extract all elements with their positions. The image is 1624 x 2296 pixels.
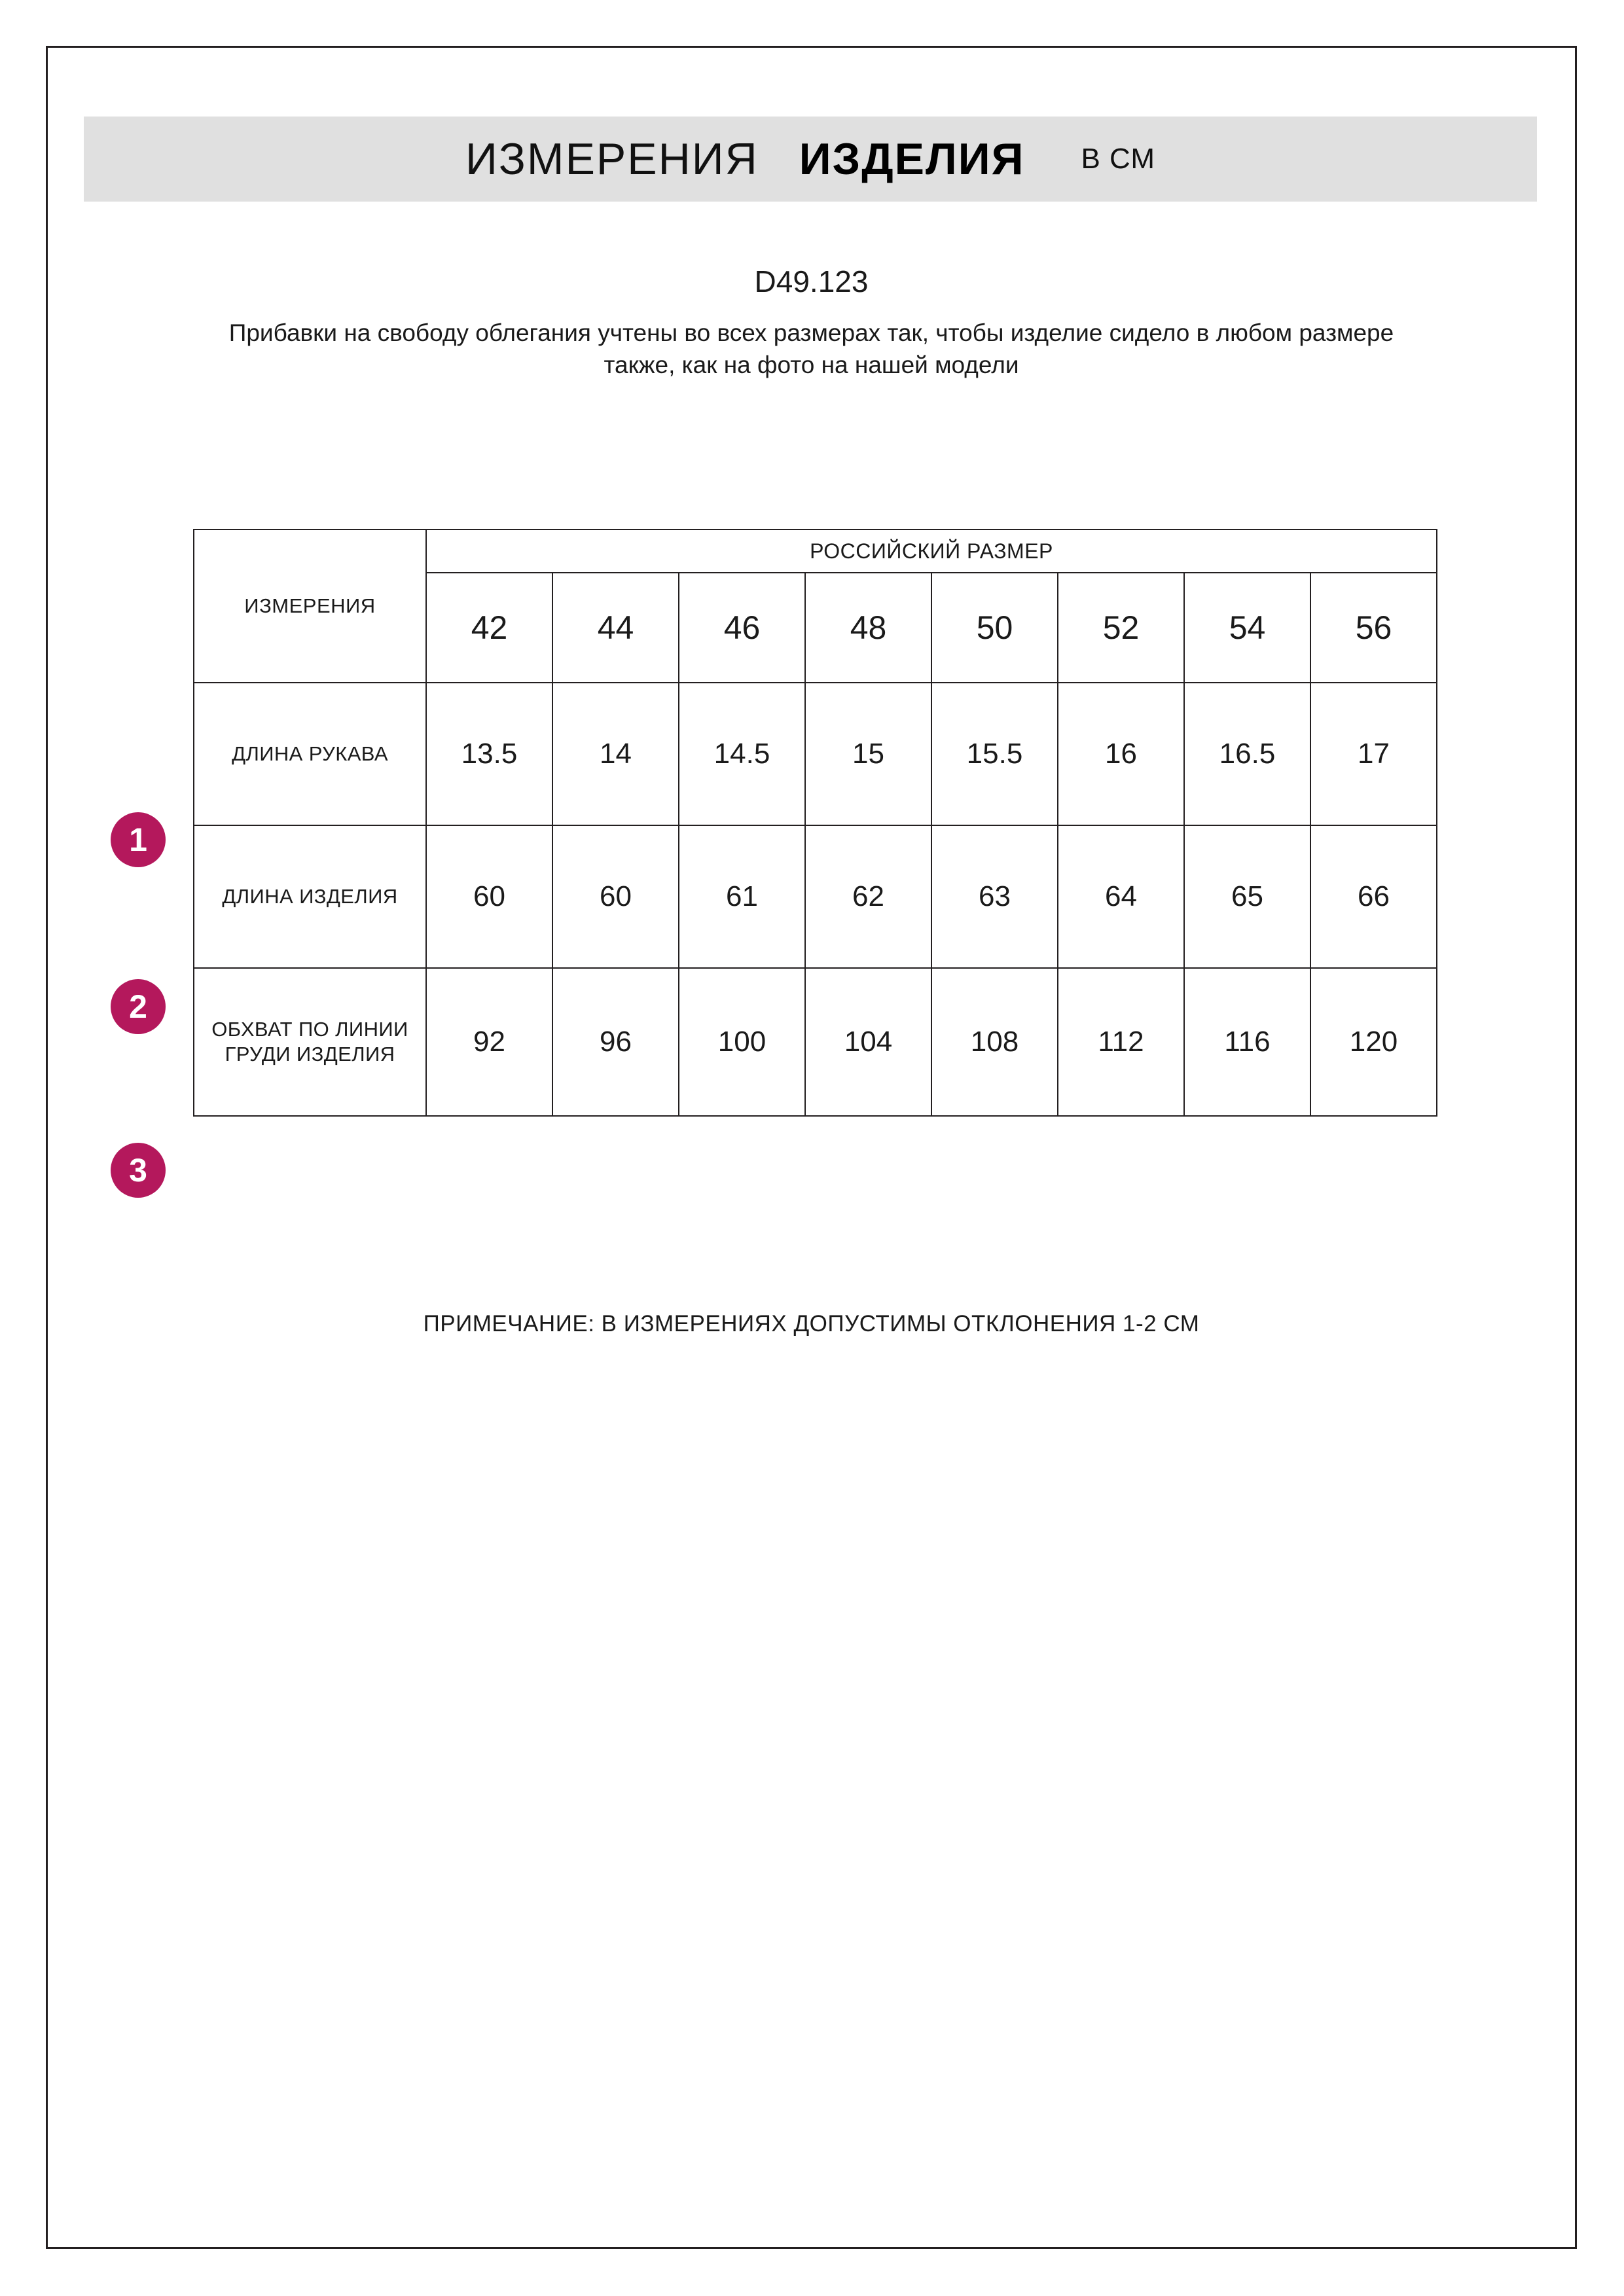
bullet-marker-2: 2 [111, 979, 166, 1034]
cell-sleeve-46: 14.5 [679, 683, 805, 825]
row-label-product-length: ДЛИНА ИЗДЕЛИЯ [194, 825, 426, 968]
cell-chest-52: 112 [1058, 968, 1184, 1116]
cell-chest-48: 104 [805, 968, 931, 1116]
measurement-note: ПРИМЕЧАНИЕ: В ИЗМЕРЕНИЯХ ДОПУСТИМЫ ОТКЛОНЕНИЯ 1-2 СМ [423, 1311, 1200, 1336]
row-label-chest-girth: ОБХВАТ ПО ЛИНИИ ГРУДИ ИЗДЕЛИЯ [194, 968, 426, 1116]
cell-length-50: 63 [931, 825, 1058, 968]
cell-sleeve-42: 13.5 [426, 683, 552, 825]
cell-sleeve-52: 16 [1058, 683, 1184, 825]
cell-length-44: 60 [552, 825, 679, 968]
cell-sleeve-48: 15 [805, 683, 931, 825]
cell-length-42: 60 [426, 825, 552, 968]
cell-chest-50: 108 [931, 968, 1058, 1116]
cell-chest-44: 96 [552, 968, 679, 1116]
title-main: ИЗМЕРЕНИЯ [465, 134, 759, 184]
row-label-sleeve-length: ДЛИНА РУКАВА [194, 683, 426, 825]
page-border [46, 46, 1577, 2249]
size-header-42: 42 [426, 573, 552, 683]
cell-chest-42: 92 [426, 968, 552, 1116]
size-header-48: 48 [805, 573, 931, 683]
cell-length-56: 66 [1310, 825, 1437, 968]
cell-chest-56: 120 [1310, 968, 1437, 1116]
cell-length-48: 62 [805, 825, 931, 968]
size-header-50: 50 [931, 573, 1058, 683]
document-content [48, 48, 1575, 2247]
bullet-marker-1: 1 [111, 812, 166, 867]
table-group-header-row [194, 529, 1437, 573]
table-row [194, 683, 1437, 825]
title-banner [84, 117, 1537, 202]
cell-sleeve-56: 17 [1310, 683, 1437, 825]
cell-length-46: 61 [679, 825, 805, 968]
title-strong: ИЗДЕЛИЯ [799, 134, 1025, 184]
table-row [194, 825, 1437, 968]
cell-length-54: 65 [1184, 825, 1310, 968]
title-unit: В СМ [1081, 143, 1155, 175]
size-table [193, 529, 1437, 1117]
cell-length-52: 64 [1058, 825, 1184, 968]
cell-sleeve-54: 16.5 [1184, 683, 1310, 825]
size-header-52: 52 [1058, 573, 1184, 683]
article-code: D49.123 [754, 264, 869, 298]
cell-chest-46: 100 [679, 968, 805, 1116]
size-header-46: 46 [679, 573, 805, 683]
size-header-56: 56 [1310, 573, 1437, 683]
bullet-marker-3: 3 [111, 1143, 166, 1198]
article-description: Прибавки на свободу облегания учтены во всех размерах так, чтобы изделие сидело в любом размере также, как на фото на нашей модели [228, 319, 1394, 378]
size-table-wrapper [193, 529, 1437, 1117]
cell-sleeve-44: 14 [552, 683, 679, 825]
size-header-44: 44 [552, 573, 679, 683]
group-header-cell: РОССИЙСКИЙ РАЗМЕР [426, 529, 1437, 573]
table-row [194, 968, 1437, 1116]
size-header-54: 54 [1184, 573, 1310, 683]
cell-sleeve-50: 15.5 [931, 683, 1058, 825]
cell-chest-54: 116 [1184, 968, 1310, 1116]
measure-header-cell: ИЗМЕРЕНИЯ [194, 529, 426, 683]
